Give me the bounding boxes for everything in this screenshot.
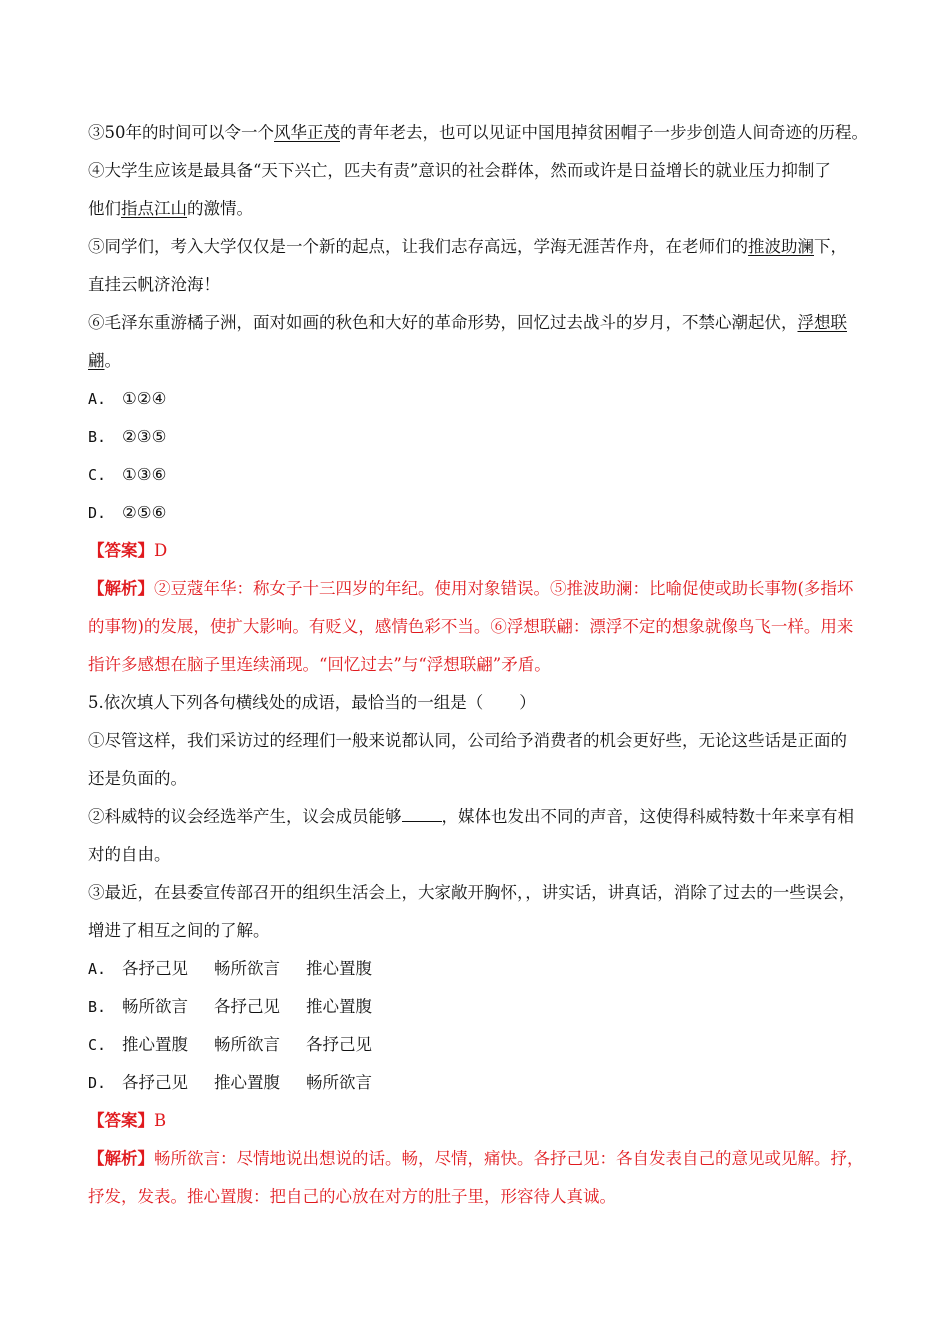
option-idiom: 各抒己见 [122,959,188,978]
analysis-text: 指许多感想在脑子里连续涌现。“回忆过去”与“浮想联翩”矛盾。 [88,655,551,674]
q5-sentence-3-cont [88,912,878,950]
underlined-idiom: 指点江山 [121,199,187,218]
sentence-text: 对的自由。 [88,845,171,864]
underlined-idiom: 浮想联 [797,313,847,332]
underlined-idiom: 风华正茂 [274,123,340,142]
sentence-text: ②科威特的议会经选举产生，议会成员能够 [88,807,402,826]
q5-sentence-2 [88,798,878,836]
question-stem: ） [519,693,536,712]
q5-answer [88,1102,878,1140]
q4-sentence-4 [88,152,878,190]
analysis-tag: 【解析】 [88,1149,154,1168]
q4-sentence-6-cont [88,342,878,380]
option-label: C. [88,1036,107,1054]
option-label: D. [88,504,107,522]
q4-option-a [88,380,878,418]
option-label: A. [88,960,107,978]
q5-analysis-cont [88,1178,878,1216]
sentence-text: 的激情。 [187,199,253,218]
option-idiom: 推心置腹 [306,997,372,1016]
option-label: D. [88,1074,107,1092]
option-label: C. [88,466,107,484]
q4-analysis-cont-1 [88,608,878,646]
option-idiom: 畅所欲言 [214,1035,280,1054]
option-idiom: 各抒己见 [306,1035,372,1054]
q4-option-d [88,494,878,532]
q4-answer [88,532,878,570]
q4-option-b [88,418,878,456]
q5-analysis [88,1140,878,1178]
option-label: B. [88,998,107,1016]
sentence-text: ④大学生应该是最具备“天下兴亡，匹夫有责”意识的社会群体，然而或许是日益增长的就业压力抑制了 [88,161,831,180]
option-label: A. [88,390,107,408]
option-text: ②⑤⑥ [122,503,167,522]
sentence-text: ③50年的时间可以令一个 [88,123,274,142]
q5-sentence-2-cont [88,836,878,874]
sentence-text: ③最近，在县委宣传部召开的组织生活会上，大家敞开胸怀，，讲实话，讲真话，消除了过去的一些误会， [88,883,856,902]
underlined-idiom: 翩 [88,351,105,370]
sentence-text: ①尽管这样，我们采访过的经理们一般来说都认同，公司给予消费者的机会更好些，无论这些话是正面的 [88,731,847,750]
answer-tag: 【答案】 [88,1111,154,1130]
option-text: ①②④ [122,389,167,408]
q5-option-c [88,1026,878,1064]
option-idiom: 各抒己见 [214,997,280,1016]
q5-option-d [88,1064,878,1102]
q5-stem [88,684,878,722]
option-idiom: 推心置腹 [214,1073,280,1092]
analysis-text: 的事物)的发展，使扩大影响。有贬义，感情色彩不当。⑥浮想联翩：漂浮不定的想象就像鸟飞一样。用来 [88,617,854,636]
answer-value: B [154,1111,167,1130]
sentence-text: 他们 [88,199,121,218]
answer-tag: 【答案】 [88,541,154,560]
option-label: B. [88,428,107,446]
analysis-tag: 【解析】 [88,579,154,598]
option-idiom: 畅所欲言 [122,997,188,1016]
option-idiom: 畅所欲言 [306,1073,372,1092]
analysis-text: 畅所欲言：尽情地说出想说的话。畅，尽情，痛快。各抒己见：各自发表自己的意见或见解。抒， [154,1149,864,1168]
q4-sentence-5-cont [88,266,878,304]
fill-blank [402,807,442,822]
sentence-text: ⑤同学们，考入大学仅仅是一个新的起点，让我们志存高远，学海无涯苦作舟，在老师们的 [88,237,748,256]
sentence-text: 直挂云帆济沧海！ [88,275,220,294]
q4-sentence-4-cont [88,190,878,228]
sentence-text: 还是负面的。 [88,769,187,788]
option-text: ②③⑤ [122,427,167,446]
question-stem: 5.依次填人下列各句横线处的成语，最恰当的一组是（ [88,693,484,712]
option-idiom: 畅所欲言 [214,959,280,978]
q4-sentence-3 [88,114,878,152]
option-idiom: 各抒己见 [122,1073,188,1092]
q4-sentence-6 [88,304,878,342]
analysis-text: 抒发，发表。推心置腹：把自己的心放在对方的肚子里，形容待人真诚。 [88,1187,616,1206]
option-text: ①③⑥ [122,465,167,484]
answer-value: D [154,541,168,560]
sentence-text: 下， [814,237,847,256]
option-idiom: 推心置腹 [306,959,372,978]
document-page [88,114,878,1216]
q5-option-b [88,988,878,1026]
sentence-text: ⑥毛泽东重游橘子洲，面对如画的秋色和大好的革命形势，回忆过去战斗的岁月，不禁心潮起伏， [88,313,798,332]
q5-sentence-3 [88,874,878,912]
q4-analysis [88,570,878,608]
q4-option-c [88,456,878,494]
sentence-text: 的青年老去，也可以见证中国甩掉贫困帽子一步步创造人间奇迹的历程。 [340,123,868,142]
q5-sentence-1-cont [88,760,878,798]
q4-analysis-cont-2 [88,646,878,684]
q4-sentence-5 [88,228,878,266]
q5-option-a [88,950,878,988]
sentence-text: 。 [104,351,121,370]
q5-sentence-1 [88,722,878,760]
sentence-text: 增进了相互之间的了解。 [88,921,270,940]
analysis-text: ②豆蔻年华：称女子十三四岁的年纪。使用对象错误。⑤推波助澜：比喻促使或助长事物(多指坏 [154,579,854,598]
option-idiom: 推心置腹 [122,1035,188,1054]
underlined-idiom: 推波助澜 [748,237,814,256]
sentence-text: ，媒体也发出不同的声音，这使得科威特数十年来享有相 [441,807,854,826]
